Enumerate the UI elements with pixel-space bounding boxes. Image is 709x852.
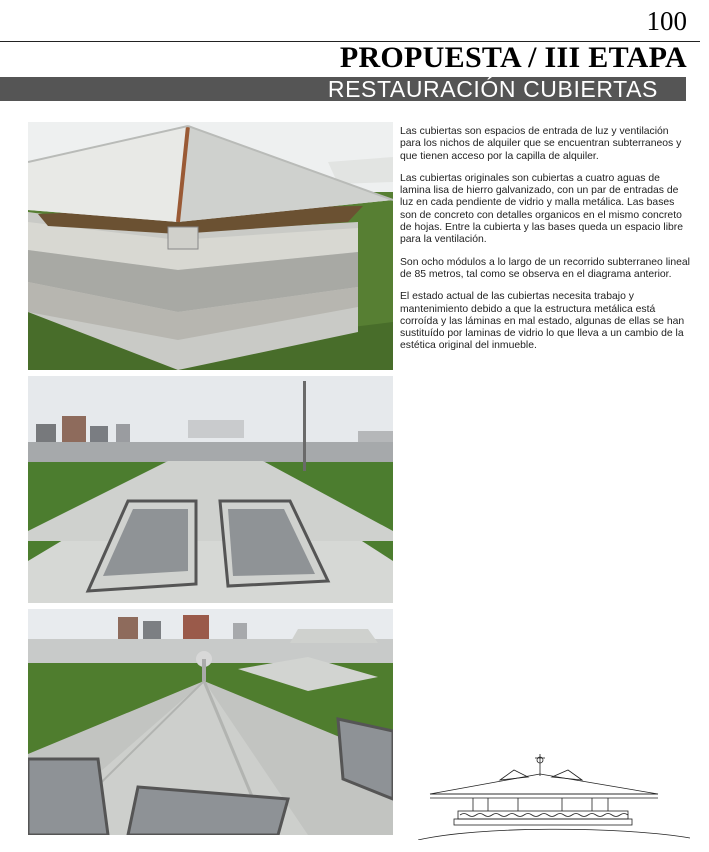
paragraph-4: El estado actual de las cubiertas necesita trabajo y mantenimiento debido a que la estructura metálica está corroída y las láminas en mal estado, algunas de ellas se han sustituído por laminas de vidrio lo que lleva a un cambio de la estética original del inmueble.	[400, 291, 685, 352]
roof-pyramid-photo	[28, 609, 393, 835]
roof-elevation-drawing	[418, 748, 690, 840]
roof-closeup-photo	[28, 122, 393, 370]
roof-skylights-photo	[28, 376, 393, 603]
subtitle-band	[0, 77, 686, 101]
paragraph-3: Son ocho módulos a lo largo de un recorrido subterraneo lineal de 85 metros, tal como se observa en el diagrama anterior.	[400, 256, 690, 280]
section-subtitle: RESTAURACIÓN CUBIERTAS	[327, 76, 658, 102]
paragraph-1: Las cubiertas son espacios de entrada de luz y ventilación para los nichos de alquiler que se encuentran subterraneos y que tienen acceso por la capilla de alquiler.	[400, 126, 682, 162]
body-text	[400, 126, 690, 363]
paragraph-2: Las cubiertas originales son cubiertas a cuatro aguas de lamina lisa de hierro galvanizado, con un par de entradas de luz en cada pendiente de vidrio y malla metálica. Las bases son de concreto con detalles organicos en el mismo concreto de hojas. Entre la cubierta y las bases queda un espacio libre para la ventilación.	[400, 172, 684, 246]
page-number: 100	[646, 6, 687, 36]
page-title: PROPUESTA / III ETAPA	[339, 41, 687, 74]
